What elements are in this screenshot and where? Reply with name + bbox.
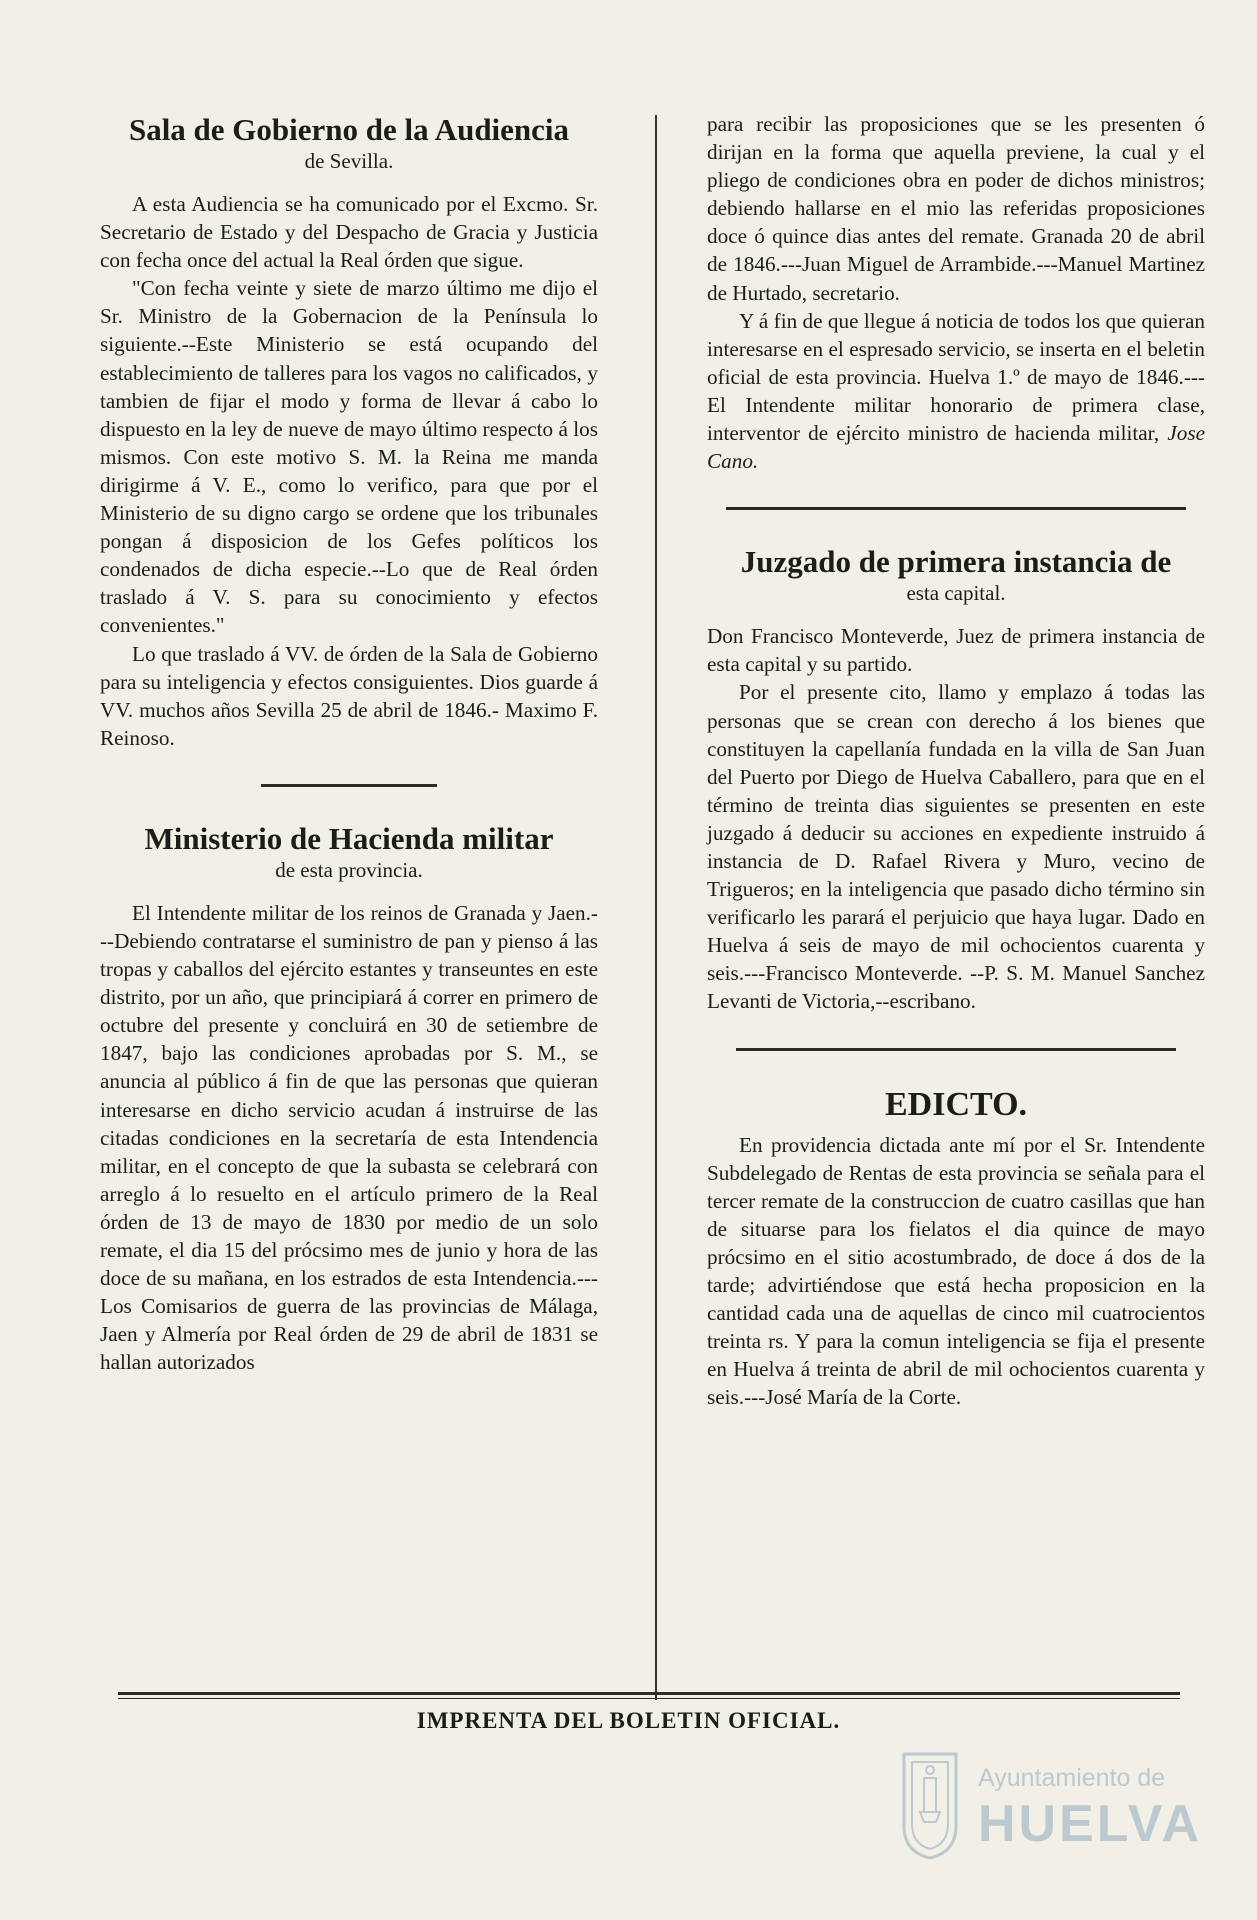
edicto-paragraph-1: En providencia dictada ante mí por el Sr. Intendente Subdelegado de Rentas de esta provincia se señala para el tercer remate de la construccion de cuatro casillas que han de situarse para los fielatos el dia quince de mayo prócsimo en el sitio acostumbrado, de doce á dos de la tarde; advirtiéndose que está hecha proposicion en la cantidad cada una de aquellas de cinco mil cuatrocientos treinta rs. Y para la comun inteligencia se fija el presente en Huelva á treinta de abril de mil ochocientos cuarenta y seis.---José María de la Corte. <box>707 1132 1205 1410</box>
watermark-line-1: Ayuntamiento de <box>978 1764 1166 1792</box>
sala-paragraph-1: A esta Audiencia se ha comunicado por el Excmo. Sr. Secretario de Estado y del Despacho de Gracia y Justicia con fecha once del actual la Real órden que sigue. <box>100 192 598 273</box>
footer-rule-thin <box>118 1698 1180 1699</box>
hacienda-continued-text: Y á fin de que llegue á noticia de todos los que quieran interesarse en el espresado servicio, se inserta en el beletin oficial de esta provincia. Huelva 1.º de mayo de 1846.---El Intendente militar honorario de primera clase, interventor de ejército ministro de hacienda militar, <box>707 308 1205 446</box>
sala-paragraph-2: "Con fecha veinte y siete de marzo último me dijo el Sr. Ministro de la Gobernacion de la Península lo siguiente.--Este Ministerio se está ocupando del establecimiento de talleres para los vagos no calificados, y tambien de fijar el modo y forma de llevar á cabo lo dispuesto en la ley de nueve de mayo último respecto á los mismos. Con este motivo S. M. la Reina me manda dirigirme á V. E., como lo verifico, para que por el Ministerio de su digno cargo se ordene que los tribunales pongan á disposicion de los Gefes políticos los condenados de dicha especie.--Lo que de Real órden traslado á V. S. para su conocimiento y efectos convenientes." <box>100 276 598 638</box>
hacienda-subheading: de esta provincia. <box>275 857 423 882</box>
hacienda-heading: Ministerio de Hacienda militar <box>144 820 554 856</box>
sala-heading: Sala de Gobierno de la Audiencia <box>128 112 570 147</box>
right-column <box>707 110 1205 1411</box>
juzgado-section <box>707 544 1205 1015</box>
sala-gobierno-section <box>100 112 598 752</box>
hacienda-continued-paragraph-1: para recibir las proposiciones que se les presenten ó dirijan en la forma que aquella previene, la cual y el pliego de condiciones obra en poder de dichos ministros; debiendo hallarse en el mio las referidas proposiciones doce ó quince dias antes del remate. Granada 20 de abril de 1846.---Juan Miguel de Arrambide.---Manuel Martinez de Hurtado, secretario. <box>707 112 1205 305</box>
left-column <box>100 112 598 1376</box>
section-divider <box>726 507 1186 510</box>
section-divider <box>736 1048 1176 1051</box>
section-divider <box>261 784 437 787</box>
footer-rule <box>118 1692 1180 1695</box>
juzgado-paragraph-1: Don Francisco Monteverde, Juez de primera instancia de esta capital y su partido. <box>707 624 1205 677</box>
watermark <box>900 1748 1203 1888</box>
huelva-shield-icon <box>900 1748 960 1860</box>
edicto-heading: EDICTO. <box>884 1085 1028 1123</box>
printer-imprint: IMPRENTA DEL BOLETIN OFICIAL. <box>416 1708 841 1733</box>
hacienda-paragraph-1: El Intendente militar de los reinos de Granada y Jaen.---Debiendo contratarse el suministro de pan y pienso á las tropas y caballos del ejército estantes y transeuntes en este distrito, por un año, que principiará á correr en primero de octubre del presente y concluirá en 30 de setiembre de 1847, bajo las condiciones aprobadas por S. M., se anuncia al público á fin de que las personas que quieran interesarse en dicho servicio acudan á instruirse de las citadas condiciones en la secretaría de esta Intendencia militar, en el concepto de que la subasta se celebrará con arreglo á lo resuelto en el artículo primero de la Real órden de 13 de mayo de 1830 por medio de un solo remate, el dia 15 del prócsimo mes de junio y hora de las doce de su mañana, en los estrados de esta Intendencia.---Los Comisarios de guerra de las provincias de Málaga, Jaen y Almería por Real órden de 29 de abril de 1831 se hallan autorizados <box>100 900 598 1375</box>
watermark-line-2: HUELVA <box>978 1795 1203 1853</box>
edicto-section <box>707 1085 1205 1412</box>
hacienda-continued-section <box>707 110 1205 475</box>
column-divider <box>655 115 657 1700</box>
hacienda-signature: Jose Cano. <box>707 421 1206 474</box>
juzgado-paragraph-2: Por el presente cito, llamo y emplazo á todas las personas que se crean con derecho á los bienes que constituyen la capellanía fundada en la villa de San Juan del Puerto por Diego de Huelva Caballero, para que en el término de treinta dias siguientes se presenten en este juzgado á deducir su acciones en expediente instruido á instancia de D. Rafael Rivera y Muro, vecino de Trigueros; en la inteligencia que pasado dicho término sin verificarlo les parará el perjuicio que haya lugar. Dado en Huelva á seis de mayo de mil ochocientos cuarenta y seis.---Francisco Monteverde. --P. S. M. Manuel Sanchez Levanti de Victoria,--escribano. <box>707 680 1205 1014</box>
juzgado-heading: Juzgado de primera instancia de <box>740 544 1172 580</box>
juzgado-subheading: esta capital. <box>906 581 1006 606</box>
hacienda-continued-paragraph-2 <box>707 307 1205 476</box>
sala-subheading: de Sevilla. <box>304 149 394 173</box>
hacienda-section <box>100 821 598 1377</box>
sala-paragraph-3: Lo que traslado á VV. de órden de la Sala de Gobierno para su inteligencia y efectos consiguientes. Dios guarde á VV. muchos años Sevilla 25 de abril de 1846.- Maximo F. Reinoso. <box>100 641 598 750</box>
